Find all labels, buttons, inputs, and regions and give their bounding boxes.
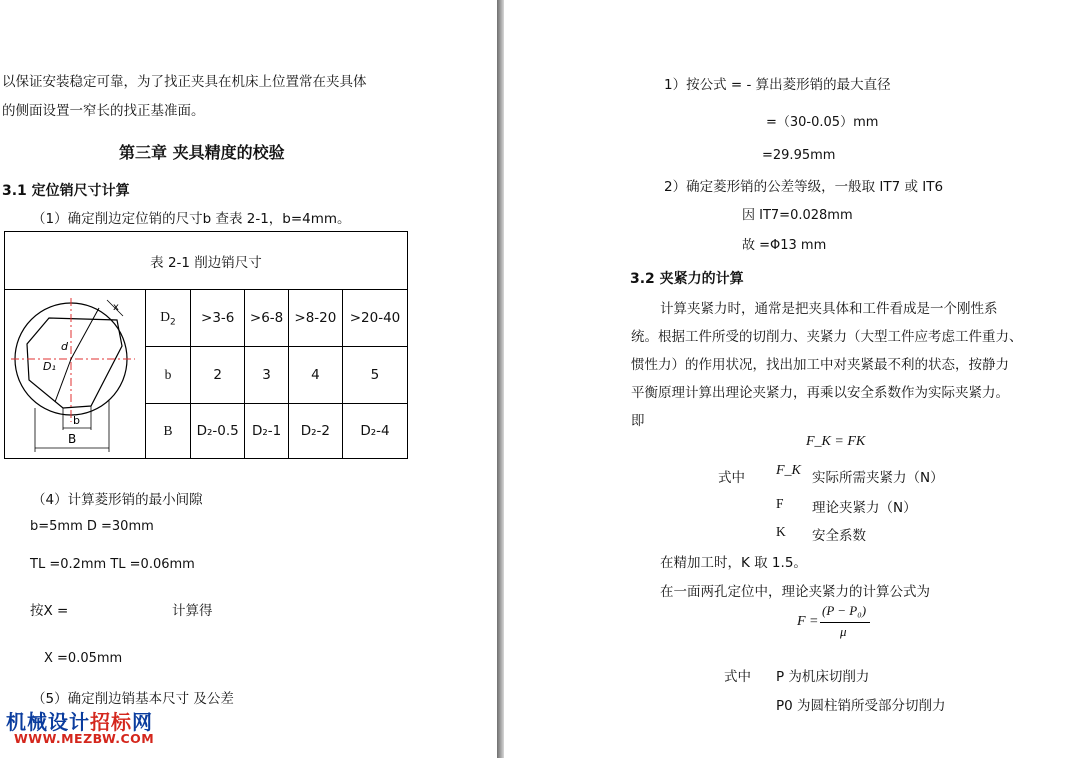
tolerance-values: TL =0.2mm TL =0.06mm: [30, 557, 195, 572]
page-divider: [497, 0, 504, 758]
where-label-2: 式中: [724, 669, 751, 685]
fk-description: 实际所需夹紧力（N）: [812, 470, 944, 486]
p-description: P 为机床切削力: [776, 669, 870, 685]
calc-result-label: 计算得: [172, 603, 213, 619]
formula-2-denominator: μ: [840, 624, 847, 639]
spec-table: [4, 231, 408, 459]
step-1-text: 1）按公式 = - 算出菱形销的最大直径: [664, 77, 891, 93]
d-label: d: [61, 340, 68, 353]
chapter-title: 第三章 夹具精度的校验: [119, 143, 285, 162]
paragraph-line: 计算夹紧力时，通常是把夹具体和工件看成是一个刚性系: [660, 301, 998, 317]
section-heading-3-2: 3.2 夹紧力的计算: [630, 271, 744, 287]
p0-description: P0 为圆柱销所受部分切削力: [776, 698, 946, 714]
b-label: b: [73, 414, 80, 427]
formula-2-numerator: (P − P₀): [822, 603, 867, 618]
paragraph-line: 惯性力）的作用状况，找出加工中对夹紧最不利的状态，按静力: [631, 357, 1009, 373]
section-heading-3-1: 3.1 定位销尺寸计算: [2, 183, 130, 199]
paragraph-line: 统。根据工件所受的切削力、夹紧力（大型工件应考虑工件重力、: [631, 329, 1023, 345]
f-symbol: F: [776, 496, 784, 511]
x-value: X =0.05mm: [44, 651, 123, 666]
k-symbol: K: [776, 524, 786, 539]
paragraph-line: 平衡原理计算出理论夹紧力，再乘以安全系数作为实际夹紧力。: [631, 385, 1009, 401]
step-1-calc: =（30-0.05）mm: [766, 115, 879, 130]
table-caption: 表 2-1 削边销尺寸: [5, 232, 408, 290]
B-cell: D₂-4: [342, 404, 407, 459]
d1-label: D₁: [43, 360, 56, 373]
watermark-url: WWW.MEZBW.COM: [14, 731, 155, 746]
b-cell: 4: [288, 347, 342, 404]
k-description: 安全系数: [812, 528, 866, 544]
row-header-b: b: [146, 347, 191, 404]
row-header-B: B: [146, 404, 191, 459]
where-label-1: 式中: [718, 470, 745, 486]
by-x-formula: 按X =: [30, 603, 69, 619]
f-description: 理论夹紧力（N）: [812, 500, 917, 516]
b-cell: 2: [191, 347, 245, 404]
d2-cell: >20-40: [342, 290, 407, 347]
step-1-result: =29.95mm: [762, 148, 836, 163]
diamond-pin-diagram: [5, 290, 145, 458]
d2-cell: >8-20: [288, 290, 342, 347]
formula-2-lhs: F =: [797, 614, 819, 629]
item-5-text: （5）确定削边销基本尺寸 及公差: [32, 691, 234, 707]
x-label: x: [113, 302, 119, 313]
item-4-text: （4）计算菱形销的最小间隙: [32, 492, 203, 508]
d2-cell: >3-6: [191, 290, 245, 347]
two-hole-text: 在一面两孔定位中，理论夹紧力的计算公式为: [660, 584, 930, 600]
paragraph-line: 即: [631, 413, 645, 429]
B-cell: D₂-2: [288, 404, 342, 459]
b-cell: 5: [342, 347, 407, 404]
fk-symbol: F_K: [776, 463, 801, 478]
formula-fk: F_K = FK: [806, 434, 866, 449]
fine-machining-text: 在精加工时，K 取 1.5。: [660, 555, 807, 571]
item-1-text: （1）确定削边定位销的尺寸b 查表 2-1，b=4mm。: [32, 211, 351, 227]
b-cell: 3: [245, 347, 288, 404]
paragraph-line-2: 的侧面设置一窄长的找正基准面。: [2, 103, 205, 119]
b-d-values: b=5mm D =30mm: [30, 519, 154, 534]
paragraph-line-1: 以保证安装稳定可靠，为了找正夹具在机床上位置常在夹具体: [2, 74, 367, 90]
pin-diagram-cell: [5, 290, 146, 459]
B-label: B: [68, 432, 77, 446]
therefore-value: 故 =Φ13 mm: [742, 238, 827, 253]
d2-cell: >6-8: [245, 290, 288, 347]
fraction-bar: [820, 622, 870, 623]
B-cell: D₂-1: [245, 404, 288, 459]
B-cell: D₂-0.5: [191, 404, 245, 459]
row-header-d2: $D_2$: [146, 290, 191, 347]
it7-value: 因 IT7=0.028mm: [742, 208, 853, 223]
step-2-text: 2）确定菱形销的公差等级，一般取 IT7 或 IT6: [664, 179, 944, 195]
watermark-logo: 机械设计招标网: [6, 710, 153, 734]
